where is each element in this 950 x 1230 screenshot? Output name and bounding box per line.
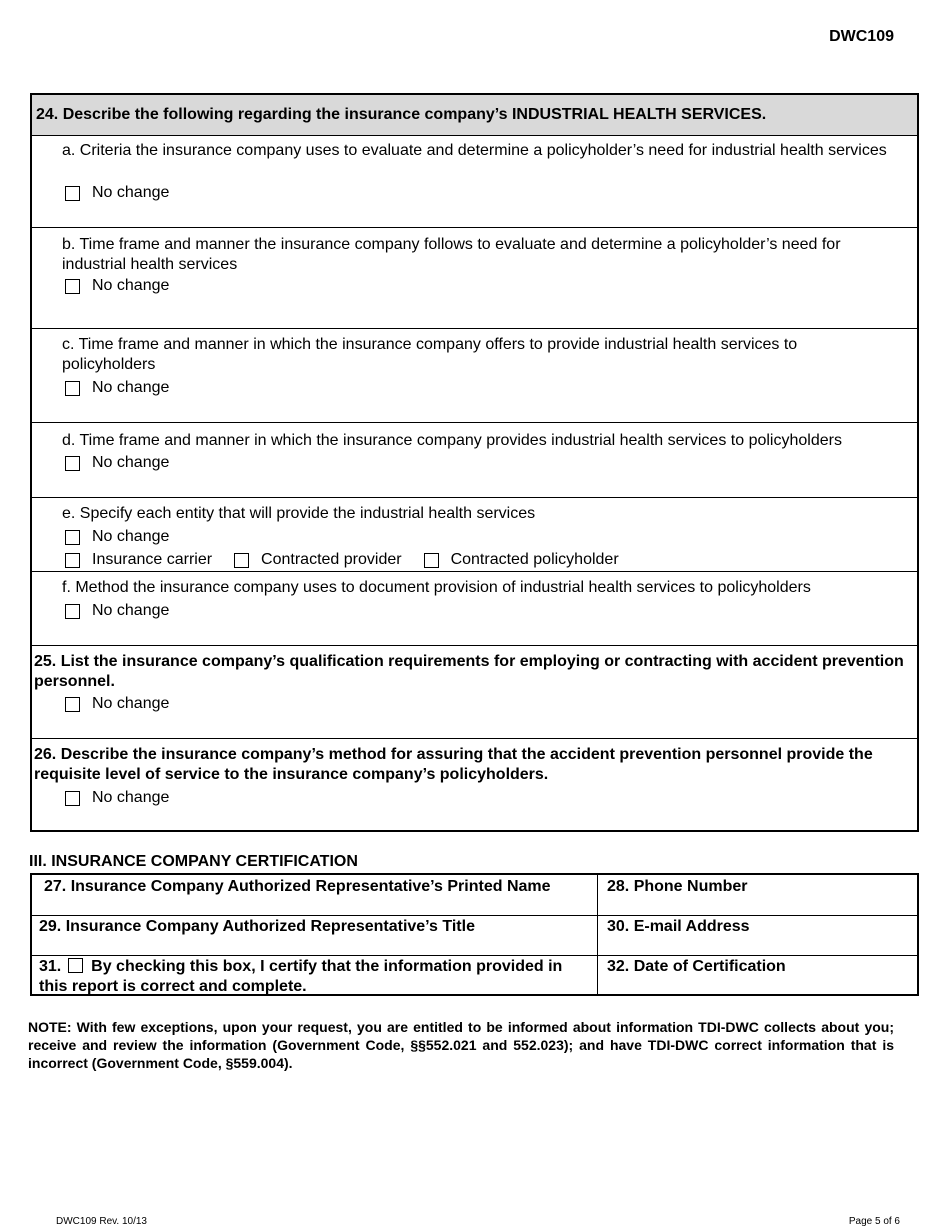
section-26-no-change xyxy=(65,788,169,808)
contracted-policyholder-checkbox[interactable] xyxy=(424,553,439,568)
insurance-carrier-checkbox[interactable] xyxy=(65,553,80,568)
divider xyxy=(32,422,917,423)
item-b-no-change-label: No change xyxy=(92,277,170,294)
item-d-text: d. Time frame and manner in which the insurance company provides industrial health services to policyholders xyxy=(62,432,842,449)
item-d-no-change-label: No change xyxy=(92,454,170,471)
certification-table xyxy=(30,873,919,996)
section-25-no-change-checkbox[interactable] xyxy=(65,697,80,712)
divider xyxy=(32,645,917,646)
section-26-no-change-checkbox[interactable] xyxy=(65,791,80,806)
contracted-policyholder-label: Contracted policyholder xyxy=(450,551,619,568)
item-b-no-change-checkbox[interactable] xyxy=(65,279,80,294)
item-e-no-change-checkbox[interactable] xyxy=(65,530,80,545)
item-b-no-change xyxy=(65,276,169,296)
item-f-no-change xyxy=(65,601,169,621)
certification-heading: III. INSURANCE COMPANY CERTIFICATION xyxy=(29,853,358,870)
contracted-provider-checkbox[interactable] xyxy=(234,553,249,568)
option-contracted-policyholder xyxy=(424,550,619,570)
title-field[interactable]: 29. Insurance Company Authorized Representative’s Title xyxy=(39,918,475,935)
certify-statement xyxy=(39,957,589,997)
column-divider xyxy=(597,875,598,994)
privacy-note xyxy=(28,1018,894,1072)
divider xyxy=(32,738,917,739)
section-25-no-change xyxy=(65,694,169,714)
item-d-no-change-checkbox[interactable] xyxy=(65,456,80,471)
item-a-no-change-label: No change xyxy=(92,184,170,201)
item-c-no-change xyxy=(65,378,169,398)
option-insurance-carrier xyxy=(65,550,212,570)
email-address-field[interactable]: 30. E-mail Address xyxy=(607,918,750,935)
item-b-text: b. Time frame and manner the insurance company follows to evaluate and determine a policyholder’s need for industrial health services xyxy=(62,236,841,273)
certify-text: By checking this box, I certify that the information provided in this report is correct and complete. xyxy=(39,958,563,995)
item-c-text: c. Time frame and manner in which the insurance company offers to provide industrial health services to policyholders xyxy=(62,336,798,373)
contracted-provider-label: Contracted provider xyxy=(261,551,402,568)
item-a-no-change-checkbox[interactable] xyxy=(65,186,80,201)
section-24-header: 24. Describe the following regarding the insurance company’s INDUSTRIAL HEALTH SERVICES. xyxy=(32,95,917,136)
item-f-no-change-checkbox[interactable] xyxy=(65,604,80,619)
option-contracted-provider xyxy=(234,550,402,570)
note-text: : With few exceptions, upon your request, you are entitled to be informed about information TDI-DWC collects about you; receive and review the information (Government Code, §§552.021 and 552.023); and have TDI-DWC correct information that is incorrect (Government Code, §559.004). xyxy=(28,1019,894,1071)
section-26-no-change-label: No change xyxy=(92,789,170,806)
form-code: DWC109 xyxy=(829,28,894,45)
certify-number: 31. xyxy=(39,958,62,975)
note-label: NOTE xyxy=(28,1019,67,1035)
phone-number-field[interactable]: 28. Phone Number xyxy=(607,878,748,895)
item-f-text: f. Method the insurance company uses to document provision of industrial health services to policyholders xyxy=(62,579,811,596)
item-c-no-change-checkbox[interactable] xyxy=(65,381,80,396)
item-e-text: e. Specify each entity that will provide the industrial health services xyxy=(62,505,536,522)
form-revision: DWC109 Rev. 10/13 xyxy=(56,1216,147,1227)
section-25-text: 25. List the insurance company’s qualification requirements for employing or contracting with accident prevention personnel. xyxy=(34,653,904,690)
item-e-no-change-label: No change xyxy=(92,528,170,545)
certify-checkbox[interactable] xyxy=(68,958,83,973)
divider xyxy=(32,497,917,498)
item-c-no-change-label: No change xyxy=(92,379,170,396)
printed-name-field[interactable]: 27. Insurance Company Authorized Representative’s Printed Name xyxy=(44,878,551,895)
item-a-text: a. Criteria the insurance company uses to evaluate and determine a policyholder’s need for industrial health services xyxy=(62,142,887,159)
divider xyxy=(32,915,917,916)
section-25-no-change-label: No change xyxy=(92,695,170,712)
item-f-no-change-label: No change xyxy=(92,602,170,619)
insurance-carrier-label: Insurance carrier xyxy=(92,551,213,568)
divider xyxy=(32,955,917,956)
divider xyxy=(32,571,917,572)
item-e-entity-options xyxy=(65,550,641,570)
page-number: Page 5 of 6 xyxy=(848,1216,900,1227)
divider xyxy=(32,328,917,329)
date-of-certification-field[interactable]: 32. Date of Certification xyxy=(607,958,786,975)
section-26-text: 26. Describe the insurance company’s method for assuring that the accident prevention personnel provide the requisite level of service to the insurance company’s policyholders. xyxy=(34,746,873,783)
divider xyxy=(32,227,917,228)
section-24-26-frame xyxy=(30,93,919,832)
item-e-no-change xyxy=(65,527,169,547)
item-d-no-change xyxy=(65,453,169,473)
item-a-no-change xyxy=(65,183,169,203)
